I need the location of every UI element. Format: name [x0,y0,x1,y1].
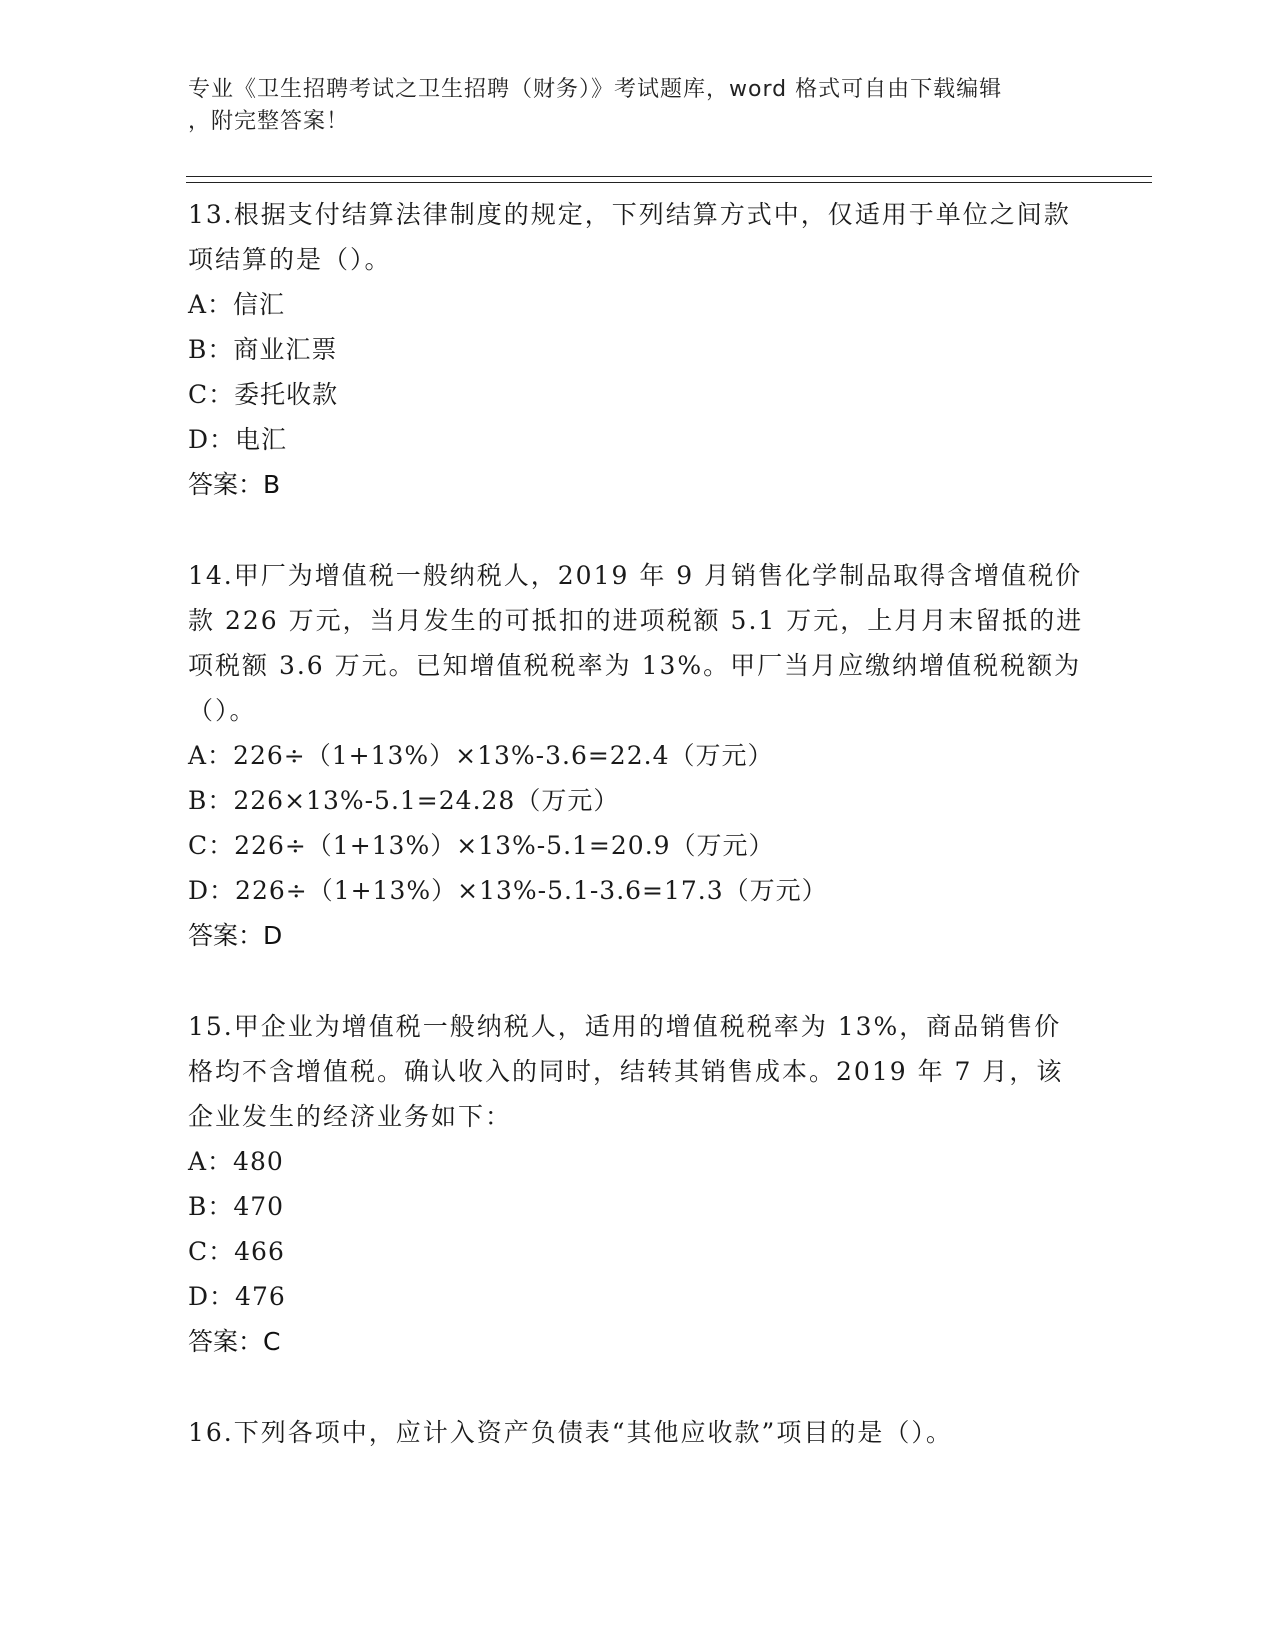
option-b: B：226×13%-5.1=24.28（万元） [188,786,620,815]
header-divider-top [186,176,1152,177]
header-line-2: ，附完整答案！ [188,109,350,134]
option-c: C：委托收款 [188,380,339,409]
option-d: D：电汇 [188,425,288,454]
header-line-1: 专业《卫生招聘考试之卫生招聘（财务）》考试题库，word 格式可自由下载编辑 [188,77,1003,102]
question-15 [188,1004,1088,1364]
answer-line: 答案：B [188,470,281,499]
question-stem: 15.甲企业为增值税一般纳税人，适用的增值税税率为 13%，商品销售价格均不含增值税。确认收入的同时，结转其销售成本。2019 年 7 月，该企业发生的经济业务如下： [188,1012,1064,1131]
question-13 [188,192,1088,507]
question-16 [188,1410,1088,1455]
answer-line: 答案：D [188,921,283,950]
option-a: A：信汇 [188,290,286,319]
question-stem: 13.根据支付结算法律制度的规定，下列结算方式中，仅适用于单位之间款项结算的是（）。 [188,200,1071,274]
question-stem: 16.下列各项中，应计入资产负债表“其他应收款”项目的是（）。 [188,1418,953,1447]
option-a: A：226÷（1+13%）×13%-3.6=22.4（万元） [188,741,774,770]
document-header [188,74,1068,138]
option-d: D：226÷（1+13%）×13%-5.1-3.6=17.3（万元） [188,876,828,905]
question-list [188,192,1088,1501]
question-stem: 14.甲厂为增值税一般纳税人，2019 年 9 月销售化学制品取得含增值税价款 226 万元，当月发生的可抵扣的进项税额 5.1 万元，上月月末留抵的进项税额 3.6 万元。已知增值税税率为 13%。甲厂当月应缴纳增值税税额为（）。 [188,561,1084,725]
option-d: D：476 [188,1282,286,1311]
question-14 [188,553,1088,958]
option-c: C：226÷（1+13%）×13%-5.1=20.9（万元） [188,831,775,860]
option-a: A：480 [188,1147,284,1176]
option-b: B：商业汇票 [188,335,338,364]
option-b: B：470 [188,1192,285,1221]
header-divider-bottom [186,182,1152,183]
option-c: C：466 [188,1237,285,1266]
answer-line: 答案：C [188,1327,281,1356]
